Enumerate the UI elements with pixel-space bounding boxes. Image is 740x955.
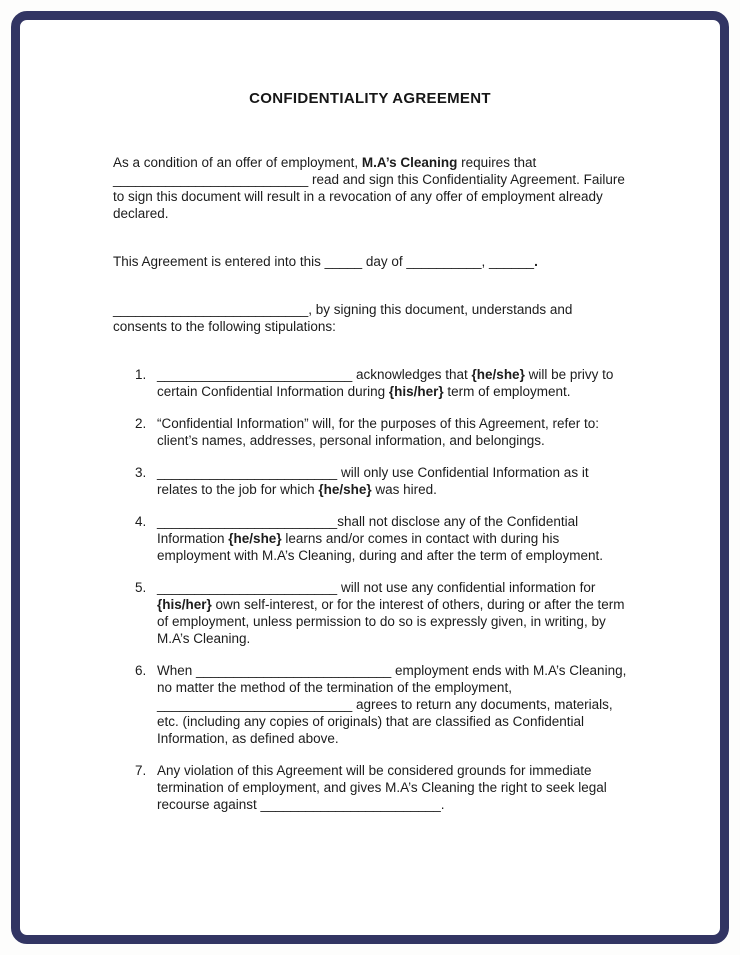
document-title: CONFIDENTIALITY AGREEMENT <box>249 90 491 107</box>
intro-paragraph: As a condition of an offer of employment, M.A’s Cleaning requires that __________________________ read and sign this Confidentiality Agreement. Failure to sign this document will result in a revocation of any offer of employment already declared. <box>113 155 629 221</box>
stipulations-list <box>135 366 631 813</box>
stipulation-item-5 <box>135 579 627 647</box>
agreement-date-paragraph: This Agreement is entered into this _____ day of __________, ______. <box>113 254 538 269</box>
page-border-frame <box>11 11 729 944</box>
item-text: __________________________ acknowledges that {he/she} will be privy to certain Confidential Information during {his/her} term of employment. <box>157 367 618 399</box>
item-number: 2. <box>135 416 147 431</box>
item-number: 1. <box>135 367 147 382</box>
stipulation-item-2 <box>135 415 627 449</box>
stipulation-item-7 <box>135 762 627 813</box>
item-number: 6. <box>135 663 147 678</box>
item-number: 5. <box>135 580 147 595</box>
item-number: 4. <box>135 514 147 529</box>
stipulation-item-4 <box>135 513 627 564</box>
stipulation-item-3 <box>135 464 627 498</box>
item-number: 3. <box>135 465 147 480</box>
item-text: When __________________________ employment ends with M.A’s Cleaning, no matter the method of the termination of the employment, __________________________ agrees to return any documents, materials, etc. (including any copies of originals) that are classified as Confidential Information, as defined above. <box>157 663 631 746</box>
stipulation-item-6 <box>135 662 631 747</box>
item-number: 7. <box>135 763 147 778</box>
consent-paragraph: __________________________, by signing this document, understands and consents to the following stipulations: <box>113 302 577 334</box>
item-text: Any violation of this Agreement will be considered grounds for immediate termination of employment, and gives M.A’s Cleaning the right to seek legal recourse against ________________________. <box>157 763 611 812</box>
item-text: ________________________ will only use Confidential Information as it relates to the job for which {he/she} was hired. <box>157 465 593 497</box>
item-text: ________________________shall not disclose any of the Confidential Information {he/she} learns and/or comes in contact with during his employment with M.A’s Cleaning, during and after the term of employment. <box>157 514 603 563</box>
item-text: “Confidential Information” will, for the purposes of this Agreement, refer to: client’s names, addresses, personal information, and belongings. <box>157 416 603 448</box>
stipulation-item-1 <box>135 366 627 400</box>
item-text: ________________________ will not use any confidential information for {his/her} own self-interest, or for the interest of others, during or after the term of employment, unless permission to do so is expressly given, in writing, by M.A’s Cleaning. <box>157 580 629 646</box>
document-content <box>20 20 720 813</box>
